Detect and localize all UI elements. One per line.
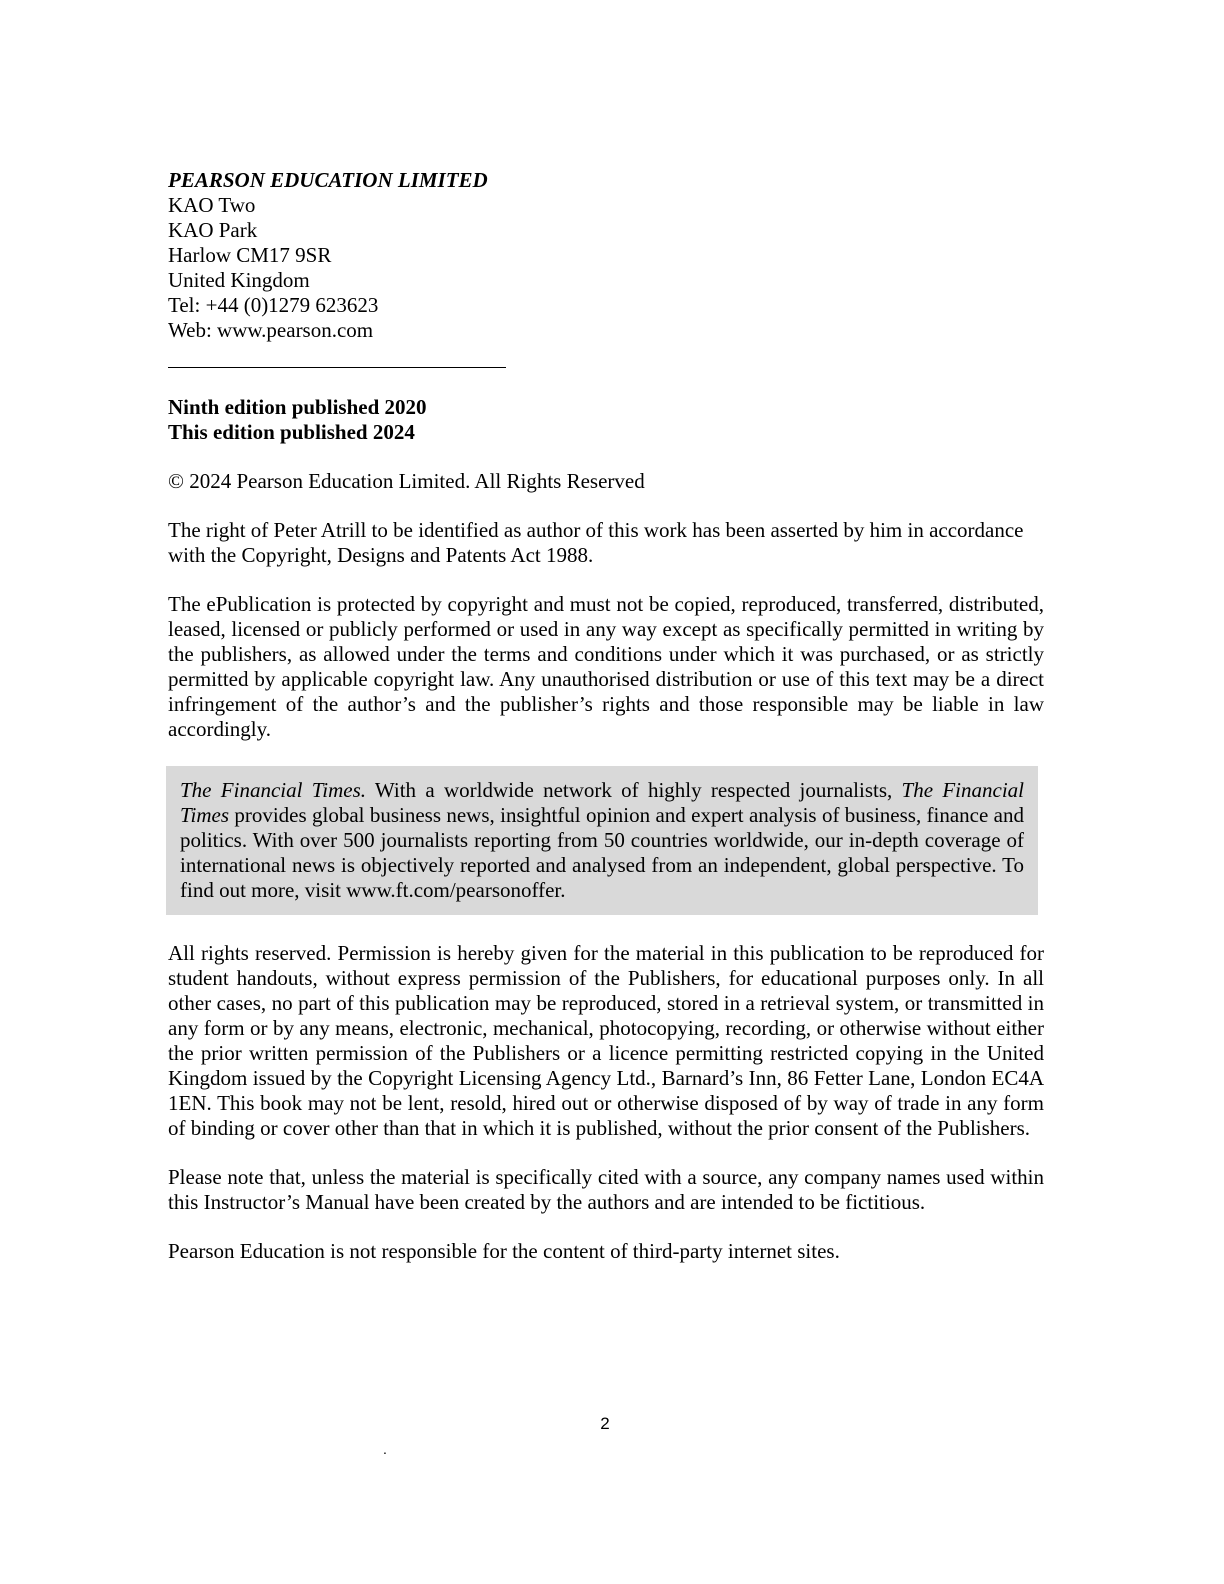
ft-text-part-1: With a worldwide network of highly respected journalists, (366, 778, 902, 802)
edition-line-this: This edition published 2024 (168, 420, 415, 444)
address-line-city: Harlow CM17 9SR (168, 243, 332, 267)
ft-title: The Financial Times. (180, 778, 366, 802)
publisher-name: PEARSON EDUCATION LIMITED (168, 168, 488, 192)
third-party-sites-paragraph: Pearson Education is not responsible for the content of third-party internet sites. (168, 1239, 840, 1263)
author-right-paragraph: The right of Peter Atrill to be identified as author of this work has been asserted by him in accordance with the Copyright, Designs and Patents Act 1988. (168, 518, 1024, 567)
address-line-country: United Kingdom (168, 268, 310, 292)
ft-name: The Financial Times (180, 778, 1024, 827)
address-line-telephone: Tel: +44 (0)1279 623623 (168, 293, 379, 317)
rights-reserved-paragraph: All rights reserved. Permission is hereby given for the material in this publication to be reproduced for student handouts, without express permission of the Publishers, for educational purposes only. In all other cases, no part of this publication may be reproduced, stored in a retrieval system, or transmitted in any form or by any means, electronic, mechanical, photocopying, recording, or otherwise without either the prior written permission of the Publishers or a licence permitting restricted copying in the United Kingdom issued by the Copyright Licensing Agency Ltd., Barnard’s Inn, 86 Fetter Lane, London EC4A 1EN. This book may not be lent, resold, hired out or otherwise disposed of by way of trade in any form of binding or cover other than that in which it is published, without the prior consent of the Publishers. (168, 941, 1044, 1140)
epublication-notice-paragraph: The ePublication is protected by copyright and must not be copied, reproduced, transferred, distributed, leased, licensed or publicly performed or used in any way except as specifically permitted in writing by the publishers, as allowed under the terms and conditions under which it was purchased, or as strictly permitted by applicable copyright law. Any unauthorised distribution or use of this text may be a direct infringement of the author’s and the publisher’s rights and those responsible may be liable in law accordingly. (168, 592, 1044, 741)
horizontal-rule (168, 367, 506, 368)
fictitious-names-paragraph: Please note that, unless the material is specifically cited with a source, any company names used within this Instructor’s Manual have been created by the authors and are intended to be fictitious. (168, 1165, 1044, 1214)
address-line-building: KAO Two (168, 193, 256, 217)
edition-info (168, 395, 1044, 445)
copyright-line: © 2024 Pearson Education Limited. All Rights Reserved (168, 469, 645, 493)
financial-times-notice-box (166, 766, 1038, 915)
edition-line-ninth: Ninth edition published 2020 (168, 395, 427, 419)
address-line-park: KAO Park (168, 218, 258, 242)
publisher-address-block (168, 168, 1044, 343)
page-number: 2 (600, 1414, 610, 1433)
ft-text-part-2: provides global business news, insightful opinion and expert analysis of business, finance and politics. With over 500 journalists reporting from 50 countries worldwide, our in-depth coverage of international news is objectively reported and analysed from an independent, global perspective. To find out more, visit www.ft.com/pearsonoffer. (180, 803, 1024, 902)
footer-mark: . (383, 1441, 387, 1457)
copyright-page-content (168, 168, 1044, 1264)
address-line-website: Web: www.pearson.com (168, 318, 374, 342)
